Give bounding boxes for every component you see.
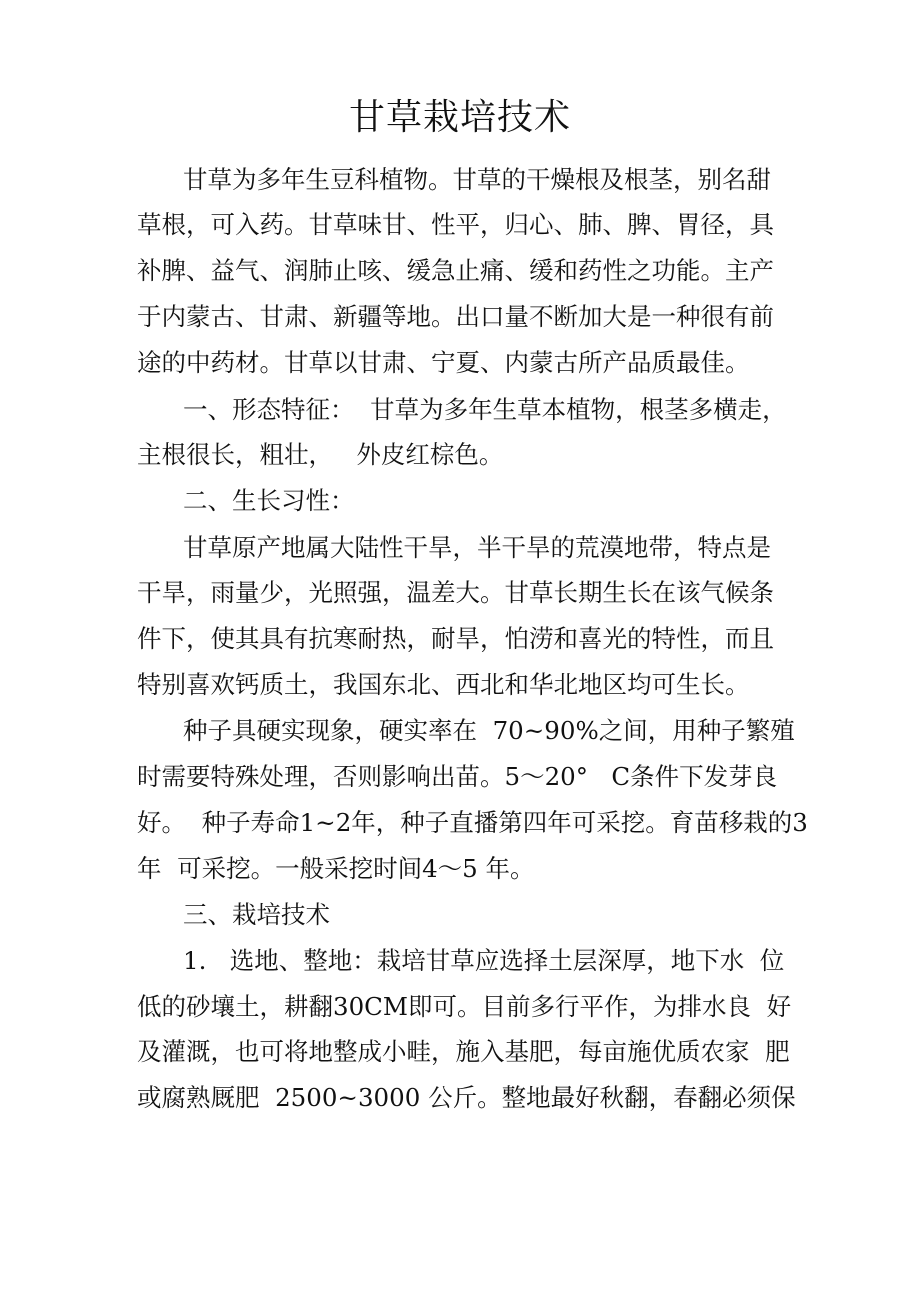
text-line: 特别喜欢钙质土，我国东北、西北和华北地区均可生长。 [137,670,750,699]
text-line: 时需要特殊处理，否则影响出苗。5～20° C条件下发芽良 [137,762,778,791]
text-line: 种子具硬实现象，硬实率在 70~90%之间，用种子繁殖 [183,716,795,745]
section-heading-cultivation: 三、栽培技术 [183,900,330,929]
section-heading-morphology: 一、形态特征： 甘草为多年生草本植物，根茎多横走， [183,395,787,424]
text-line: 补脾、益气、润肺止咳、缓急止痛、缓和药性之功能。主产 [137,256,774,285]
text-line: 干旱，雨量少，光照强，温差大。甘草长期生长在该气候条 [137,578,774,607]
text-line: 于内蒙古、甘肃、新疆等地。出口量不断加大是一种很有前 [137,302,774,331]
page-title: 甘草栽培技术 [348,97,571,138]
text-line: 年 可采挖。一般采挖时间4～5 年。 [137,854,535,883]
text-line: 途的中药材。甘草以甘肃、宁夏、内蒙古所产品质最佳。 [137,348,750,377]
text-line: 草根，可入药。甘草味甘、性平，归心、肺、脾、胃径，具 [137,210,774,239]
text-line: 甘草为多年生豆科植物。甘草的干燥根及根茎，别名甜 [183,165,771,194]
text-line: 好。 种子寿命1~2年，种子直播第四年可采挖。育苗移栽的3 [137,808,808,837]
text-line: 件下，使其具有抗寒耐热，耐旱，怕涝和喜光的特性，而且 [137,624,774,653]
section-heading-growth: 二、生长习性： [183,486,355,515]
text-line: 1. 选地、整地：栽培甘草应选择土层深厚，地下水 位 [183,946,785,975]
text-line: 或腐熟厩肥 2500~3000 公斤。整地最好秋翻，春翻必须保 [137,1083,796,1112]
text-line: 甘草原产地属大陆性干旱，半干旱的荒漠地带，特点是 [183,533,771,562]
text-line: 低的砂壤土，耕翻30CM即可。目前多行平作，为排水良 好 [137,992,792,1021]
text-line: 主根很长，粗壮， 外皮红棕色。 [137,440,504,469]
text-line: 及灌溉，也可将地整成小畦，施入基肥，每亩施优质农家 肥 [137,1037,790,1066]
